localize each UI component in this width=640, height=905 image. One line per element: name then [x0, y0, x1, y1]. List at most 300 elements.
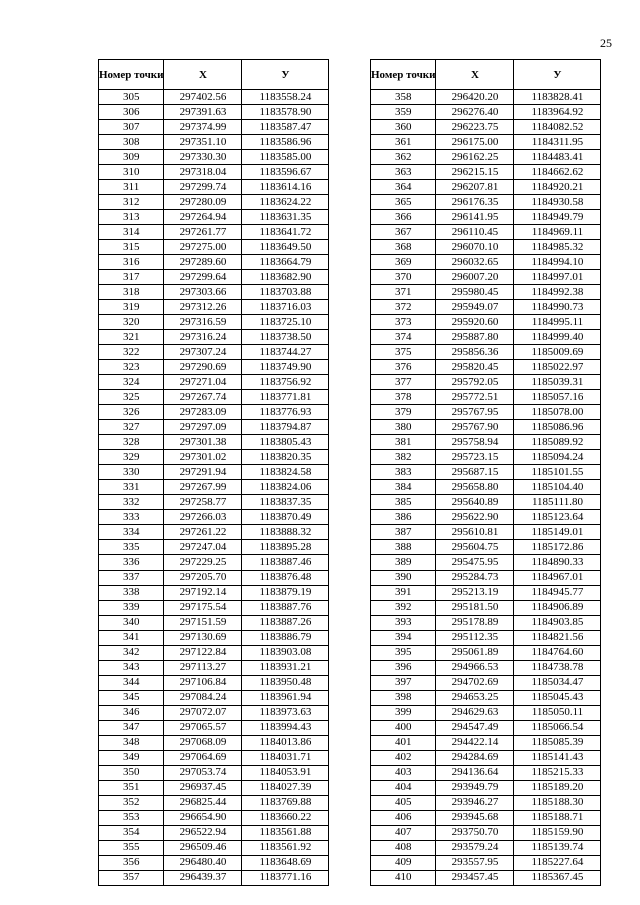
table-row: [371, 435, 601, 450]
y-coordinate-cell: 1183558.24: [242, 90, 329, 105]
point-number-cell: 331: [99, 480, 164, 495]
x-coordinate-cell: 297291.94: [164, 465, 242, 480]
x-coordinate-cell: 295213.19: [436, 585, 514, 600]
y-coordinate-cell: 1184906.89: [514, 600, 601, 615]
x-coordinate-cell: 297084.24: [164, 690, 242, 705]
x-coordinate-cell: 295820.45: [436, 360, 514, 375]
y-coordinate-cell: 1185188.30: [514, 795, 601, 810]
table-row: [371, 585, 601, 600]
x-coordinate-cell: 297283.09: [164, 405, 242, 420]
x-coordinate-cell: 297312.26: [164, 300, 242, 315]
point-number-cell: 387: [371, 525, 436, 540]
x-coordinate-cell: 293457.45: [436, 870, 514, 885]
point-number-cell: 356: [99, 855, 164, 870]
y-coordinate-cell: 1183973.63: [242, 705, 329, 720]
y-coordinate-cell: 1183870.49: [242, 510, 329, 525]
x-coordinate-cell: 297205.70: [164, 570, 242, 585]
x-coordinate-cell: 295658.80: [436, 480, 514, 495]
table-row: [371, 210, 601, 225]
y-coordinate-cell: 1185057.16: [514, 390, 601, 405]
point-number-cell: 335: [99, 540, 164, 555]
point-number-cell: 391: [371, 585, 436, 600]
y-coordinate-cell: 1183624.22: [242, 195, 329, 210]
point-number-cell: 308: [99, 135, 164, 150]
y-coordinate-cell: 1183824.58: [242, 465, 329, 480]
table-row: [99, 840, 329, 855]
y-coordinate-cell: 1184027.39: [242, 780, 329, 795]
y-coordinate-cell: 1184992.38: [514, 285, 601, 300]
point-number-cell: 361: [371, 135, 436, 150]
x-coordinate-cell: 293557.95: [436, 855, 514, 870]
table-row: [99, 690, 329, 705]
y-coordinate-cell: 1184999.40: [514, 330, 601, 345]
point-number-cell: 344: [99, 675, 164, 690]
table-row: [99, 600, 329, 615]
x-coordinate-cell: 297064.69: [164, 750, 242, 765]
point-number-cell: 337: [99, 570, 164, 585]
y-coordinate-cell: 1183961.94: [242, 690, 329, 705]
x-coordinate-cell: 297391.63: [164, 105, 242, 120]
table-row: [371, 735, 601, 750]
x-coordinate-cell: 297072.07: [164, 705, 242, 720]
point-number-cell: 353: [99, 810, 164, 825]
table-row: [371, 315, 601, 330]
table-row: [371, 105, 601, 120]
table-row: [371, 345, 601, 360]
y-coordinate-cell: 1185022.97: [514, 360, 601, 375]
table-row: [99, 525, 329, 540]
table-row: [371, 525, 601, 540]
table-row: [371, 120, 601, 135]
table-row: [99, 570, 329, 585]
y-coordinate-cell: 1183725.10: [242, 315, 329, 330]
point-number-cell: 329: [99, 450, 164, 465]
point-number-cell: 385: [371, 495, 436, 510]
y-coordinate-cell: 1183648.69: [242, 855, 329, 870]
x-coordinate-cell: 296162.25: [436, 150, 514, 165]
table-row: [371, 540, 601, 555]
point-number-cell: 328: [99, 435, 164, 450]
y-coordinate-cell: 1184031.71: [242, 750, 329, 765]
point-number-cell: 381: [371, 435, 436, 450]
point-number-cell: 378: [371, 390, 436, 405]
y-coordinate-cell: 1184764.60: [514, 645, 601, 660]
table-row: [99, 105, 329, 120]
table-row: [371, 150, 601, 165]
table-row: [99, 120, 329, 135]
table-row: [99, 480, 329, 495]
table-row: [99, 240, 329, 255]
x-coordinate-cell: 295723.15: [436, 450, 514, 465]
y-coordinate-cell: 1183738.50: [242, 330, 329, 345]
y-coordinate-cell: 1184969.11: [514, 225, 601, 240]
y-coordinate-cell: 1183771.16: [242, 870, 329, 885]
x-coordinate-cell: 297113.27: [164, 660, 242, 675]
table-row: [371, 765, 601, 780]
point-number-cell: 401: [371, 735, 436, 750]
table-row: [371, 240, 601, 255]
x-coordinate-cell: 297330.30: [164, 150, 242, 165]
point-number-cell: 379: [371, 405, 436, 420]
point-number-cell: 370: [371, 270, 436, 285]
table-header-row: [371, 60, 601, 90]
table-row: [99, 90, 329, 105]
point-number-cell: 311: [99, 180, 164, 195]
table-row: [371, 390, 601, 405]
point-number-cell: 393: [371, 615, 436, 630]
y-coordinate-cell: 1183887.26: [242, 615, 329, 630]
x-coordinate-cell: 297267.99: [164, 480, 242, 495]
table-row: [99, 585, 329, 600]
y-coordinate-cell: 1184738.78: [514, 660, 601, 675]
y-coordinate-cell: 1183895.28: [242, 540, 329, 555]
point-number-cell: 351: [99, 780, 164, 795]
table-row: [99, 645, 329, 660]
point-number-cell: 321: [99, 330, 164, 345]
y-coordinate-cell: 1184994.10: [514, 255, 601, 270]
y-coordinate-cell: 1184990.73: [514, 300, 601, 315]
table-row: [371, 420, 601, 435]
y-coordinate-cell: 1185039.31: [514, 375, 601, 390]
table-row: [371, 660, 601, 675]
point-number-cell: 394: [371, 630, 436, 645]
y-coordinate-cell: 1183561.88: [242, 825, 329, 840]
point-number-cell: 402: [371, 750, 436, 765]
y-coordinate-cell: 1183578.90: [242, 105, 329, 120]
x-coordinate-cell: 297261.22: [164, 525, 242, 540]
y-coordinate-cell: 1183744.27: [242, 345, 329, 360]
x-coordinate-cell: 295767.90: [436, 420, 514, 435]
y-coordinate-cell: 1185159.90: [514, 825, 601, 840]
table-row: [99, 255, 329, 270]
point-number-cell: 362: [371, 150, 436, 165]
point-number-cell: 406: [371, 810, 436, 825]
point-number-cell: 360: [371, 120, 436, 135]
table-row: [99, 510, 329, 525]
x-coordinate-cell: 297266.03: [164, 510, 242, 525]
table-row: [99, 615, 329, 630]
x-coordinate-cell: 294653.25: [436, 690, 514, 705]
point-number-cell: 312: [99, 195, 164, 210]
x-coordinate-cell: 297261.77: [164, 225, 242, 240]
table-row: [99, 315, 329, 330]
table-row: [99, 195, 329, 210]
table-row: [371, 600, 601, 615]
table-row: [99, 390, 329, 405]
y-coordinate-cell: 1185149.01: [514, 525, 601, 540]
y-coordinate-cell: 1183776.93: [242, 405, 329, 420]
point-number-cell: 352: [99, 795, 164, 810]
table-row: [371, 495, 601, 510]
header-x: X: [164, 60, 242, 90]
header-point-number: Номер точки: [371, 60, 436, 90]
y-coordinate-cell: 1185094.24: [514, 450, 601, 465]
x-coordinate-cell: 297316.24: [164, 330, 242, 345]
page-number: 25: [600, 36, 612, 50]
x-coordinate-cell: 297374.99: [164, 120, 242, 135]
table-row: [371, 90, 601, 105]
point-number-cell: 313: [99, 210, 164, 225]
table-row: [99, 300, 329, 315]
y-coordinate-cell: 1185050.11: [514, 705, 601, 720]
x-coordinate-cell: 297275.00: [164, 240, 242, 255]
table-row: [371, 225, 601, 240]
table-row: [99, 750, 329, 765]
point-number-cell: 345: [99, 690, 164, 705]
y-coordinate-cell: 1185101.55: [514, 465, 601, 480]
y-coordinate-cell: 1183664.79: [242, 255, 329, 270]
point-number-cell: 392: [371, 600, 436, 615]
y-coordinate-cell: 1185141.43: [514, 750, 601, 765]
point-number-cell: 369: [371, 255, 436, 270]
table-row: [371, 270, 601, 285]
y-coordinate-cell: 1183886.79: [242, 630, 329, 645]
point-number-cell: 334: [99, 525, 164, 540]
table-row: [99, 870, 329, 885]
table-row: [99, 795, 329, 810]
y-coordinate-cell: 1183903.08: [242, 645, 329, 660]
point-number-cell: 349: [99, 750, 164, 765]
x-coordinate-cell: 296032.65: [436, 255, 514, 270]
point-number-cell: 371: [371, 285, 436, 300]
point-number-cell: 386: [371, 510, 436, 525]
table-row: [371, 375, 601, 390]
point-number-cell: 380: [371, 420, 436, 435]
x-coordinate-cell: 293946.27: [436, 795, 514, 810]
point-number-cell: 398: [371, 690, 436, 705]
y-coordinate-cell: 1185189.20: [514, 780, 601, 795]
y-coordinate-cell: 1184311.95: [514, 135, 601, 150]
table-row: [99, 270, 329, 285]
y-coordinate-cell: 1185188.71: [514, 810, 601, 825]
x-coordinate-cell: 295856.36: [436, 345, 514, 360]
x-coordinate-cell: 294136.64: [436, 765, 514, 780]
y-coordinate-cell: 1183614.16: [242, 180, 329, 195]
x-coordinate-cell: 297301.02: [164, 450, 242, 465]
table-row: [99, 375, 329, 390]
y-coordinate-cell: 1184920.21: [514, 180, 601, 195]
point-number-cell: 339: [99, 600, 164, 615]
point-number-cell: 305: [99, 90, 164, 105]
x-coordinate-cell: 297175.54: [164, 600, 242, 615]
table-row: [371, 330, 601, 345]
x-coordinate-cell: 295475.95: [436, 555, 514, 570]
point-number-cell: 376: [371, 360, 436, 375]
x-coordinate-cell: 297307.24: [164, 345, 242, 360]
table-row: [371, 840, 601, 855]
table-row: [99, 675, 329, 690]
x-coordinate-cell: 293945.68: [436, 810, 514, 825]
table-row: [99, 720, 329, 735]
y-coordinate-cell: 1185009.69: [514, 345, 601, 360]
point-number-cell: 407: [371, 825, 436, 840]
point-number-cell: 324: [99, 375, 164, 390]
x-coordinate-cell: 297351.10: [164, 135, 242, 150]
point-number-cell: 336: [99, 555, 164, 570]
x-coordinate-cell: 296215.15: [436, 165, 514, 180]
x-coordinate-cell: 296070.10: [436, 240, 514, 255]
point-number-cell: 363: [371, 165, 436, 180]
x-coordinate-cell: 295767.95: [436, 405, 514, 420]
x-coordinate-cell: 297267.74: [164, 390, 242, 405]
table-row: [371, 285, 601, 300]
point-number-cell: 397: [371, 675, 436, 690]
x-coordinate-cell: 293579.24: [436, 840, 514, 855]
x-coordinate-cell: 294966.53: [436, 660, 514, 675]
x-coordinate-cell: 295622.90: [436, 510, 514, 525]
point-number-cell: 404: [371, 780, 436, 795]
x-coordinate-cell: 293750.70: [436, 825, 514, 840]
x-coordinate-cell: 295178.89: [436, 615, 514, 630]
x-coordinate-cell: 295980.45: [436, 285, 514, 300]
table-row: [371, 135, 601, 150]
x-coordinate-cell: 295610.81: [436, 525, 514, 540]
y-coordinate-cell: 1184995.11: [514, 315, 601, 330]
x-coordinate-cell: 294702.69: [436, 675, 514, 690]
x-coordinate-cell: 295887.80: [436, 330, 514, 345]
x-coordinate-cell: 297065.57: [164, 720, 242, 735]
y-coordinate-cell: 1183824.06: [242, 480, 329, 495]
y-coordinate-cell: 1183682.90: [242, 270, 329, 285]
point-number-cell: 319: [99, 300, 164, 315]
x-coordinate-cell: 297053.74: [164, 765, 242, 780]
table-row: [99, 420, 329, 435]
y-coordinate-cell: 1183887.76: [242, 600, 329, 615]
table-row: [371, 615, 601, 630]
point-number-cell: 358: [371, 90, 436, 105]
x-coordinate-cell: 294629.63: [436, 705, 514, 720]
table-row: [99, 210, 329, 225]
x-coordinate-cell: 297229.25: [164, 555, 242, 570]
table-row: [371, 570, 601, 585]
y-coordinate-cell: 1183716.03: [242, 300, 329, 315]
table-row: [99, 630, 329, 645]
x-coordinate-cell: 297318.04: [164, 165, 242, 180]
x-coordinate-cell: 295112.35: [436, 630, 514, 645]
x-coordinate-cell: 297280.09: [164, 195, 242, 210]
x-coordinate-cell: 296176.35: [436, 195, 514, 210]
x-coordinate-cell: 295949.07: [436, 300, 514, 315]
table-row: [371, 450, 601, 465]
table-row: [371, 405, 601, 420]
y-coordinate-cell: 1184662.62: [514, 165, 601, 180]
x-coordinate-cell: 296110.45: [436, 225, 514, 240]
x-coordinate-cell: 296223.75: [436, 120, 514, 135]
point-number-cell: 368: [371, 240, 436, 255]
table-row: [99, 345, 329, 360]
point-number-cell: 341: [99, 630, 164, 645]
x-coordinate-cell: 295604.75: [436, 540, 514, 555]
y-coordinate-cell: 1185104.40: [514, 480, 601, 495]
x-coordinate-cell: 295772.51: [436, 390, 514, 405]
x-coordinate-cell: 297151.59: [164, 615, 242, 630]
x-coordinate-cell: 295640.89: [436, 495, 514, 510]
point-number-cell: 396: [371, 660, 436, 675]
table-row: [99, 660, 329, 675]
point-number-cell: 357: [99, 870, 164, 885]
y-coordinate-cell: 1183931.21: [242, 660, 329, 675]
table-row: [99, 825, 329, 840]
table-row: [99, 150, 329, 165]
y-coordinate-cell: 1183749.90: [242, 360, 329, 375]
table-row: [371, 675, 601, 690]
y-coordinate-cell: 1185227.64: [514, 855, 601, 870]
point-number-cell: 409: [371, 855, 436, 870]
table-header-row: [99, 60, 329, 90]
y-coordinate-cell: 1184013.86: [242, 735, 329, 750]
x-coordinate-cell: 296175.00: [436, 135, 514, 150]
table-row: [99, 405, 329, 420]
point-number-cell: 365: [371, 195, 436, 210]
x-coordinate-cell: 297301.38: [164, 435, 242, 450]
point-number-cell: 410: [371, 870, 436, 885]
table-row: [371, 195, 601, 210]
point-number-cell: 315: [99, 240, 164, 255]
point-number-cell: 317: [99, 270, 164, 285]
point-number-cell: 340: [99, 615, 164, 630]
table-row: [99, 855, 329, 870]
point-number-cell: 403: [371, 765, 436, 780]
table-row: [99, 555, 329, 570]
y-coordinate-cell: 1184945.77: [514, 585, 601, 600]
table-row: [371, 810, 601, 825]
y-coordinate-cell: 1183561.92: [242, 840, 329, 855]
x-coordinate-cell: 297122.84: [164, 645, 242, 660]
table-row: [371, 180, 601, 195]
table-row: [99, 765, 329, 780]
point-number-cell: 377: [371, 375, 436, 390]
y-coordinate-cell: 1183964.92: [514, 105, 601, 120]
point-number-cell: 333: [99, 510, 164, 525]
point-number-cell: 325: [99, 390, 164, 405]
point-number-cell: 373: [371, 315, 436, 330]
table-row: [371, 795, 601, 810]
y-coordinate-cell: 1185172.86: [514, 540, 601, 555]
x-coordinate-cell: 297264.94: [164, 210, 242, 225]
y-coordinate-cell: 1184997.01: [514, 270, 601, 285]
point-number-cell: 383: [371, 465, 436, 480]
point-number-cell: 314: [99, 225, 164, 240]
point-number-cell: 389: [371, 555, 436, 570]
x-coordinate-cell: 295792.05: [436, 375, 514, 390]
x-coordinate-cell: 294422.14: [436, 735, 514, 750]
y-coordinate-cell: 1183879.19: [242, 585, 329, 600]
x-coordinate-cell: 295758.94: [436, 435, 514, 450]
x-coordinate-cell: 297247.04: [164, 540, 242, 555]
x-coordinate-cell: 297299.64: [164, 270, 242, 285]
point-number-cell: 408: [371, 840, 436, 855]
x-coordinate-cell: 297402.56: [164, 90, 242, 105]
y-coordinate-cell: 1183631.35: [242, 210, 329, 225]
x-coordinate-cell: 297068.09: [164, 735, 242, 750]
point-number-cell: 354: [99, 825, 164, 840]
point-number-cell: 388: [371, 540, 436, 555]
y-coordinate-cell: 1183887.46: [242, 555, 329, 570]
x-coordinate-cell: 295687.15: [436, 465, 514, 480]
y-coordinate-cell: 1184890.33: [514, 555, 601, 570]
point-number-cell: 327: [99, 420, 164, 435]
table-row: [99, 165, 329, 180]
y-coordinate-cell: 1183994.43: [242, 720, 329, 735]
table-row: [371, 480, 601, 495]
table-row: [371, 690, 601, 705]
x-coordinate-cell: 297290.69: [164, 360, 242, 375]
table-row: [371, 720, 601, 735]
table-row: [99, 435, 329, 450]
table-row: [99, 810, 329, 825]
point-number-cell: 343: [99, 660, 164, 675]
y-coordinate-cell: 1184985.32: [514, 240, 601, 255]
